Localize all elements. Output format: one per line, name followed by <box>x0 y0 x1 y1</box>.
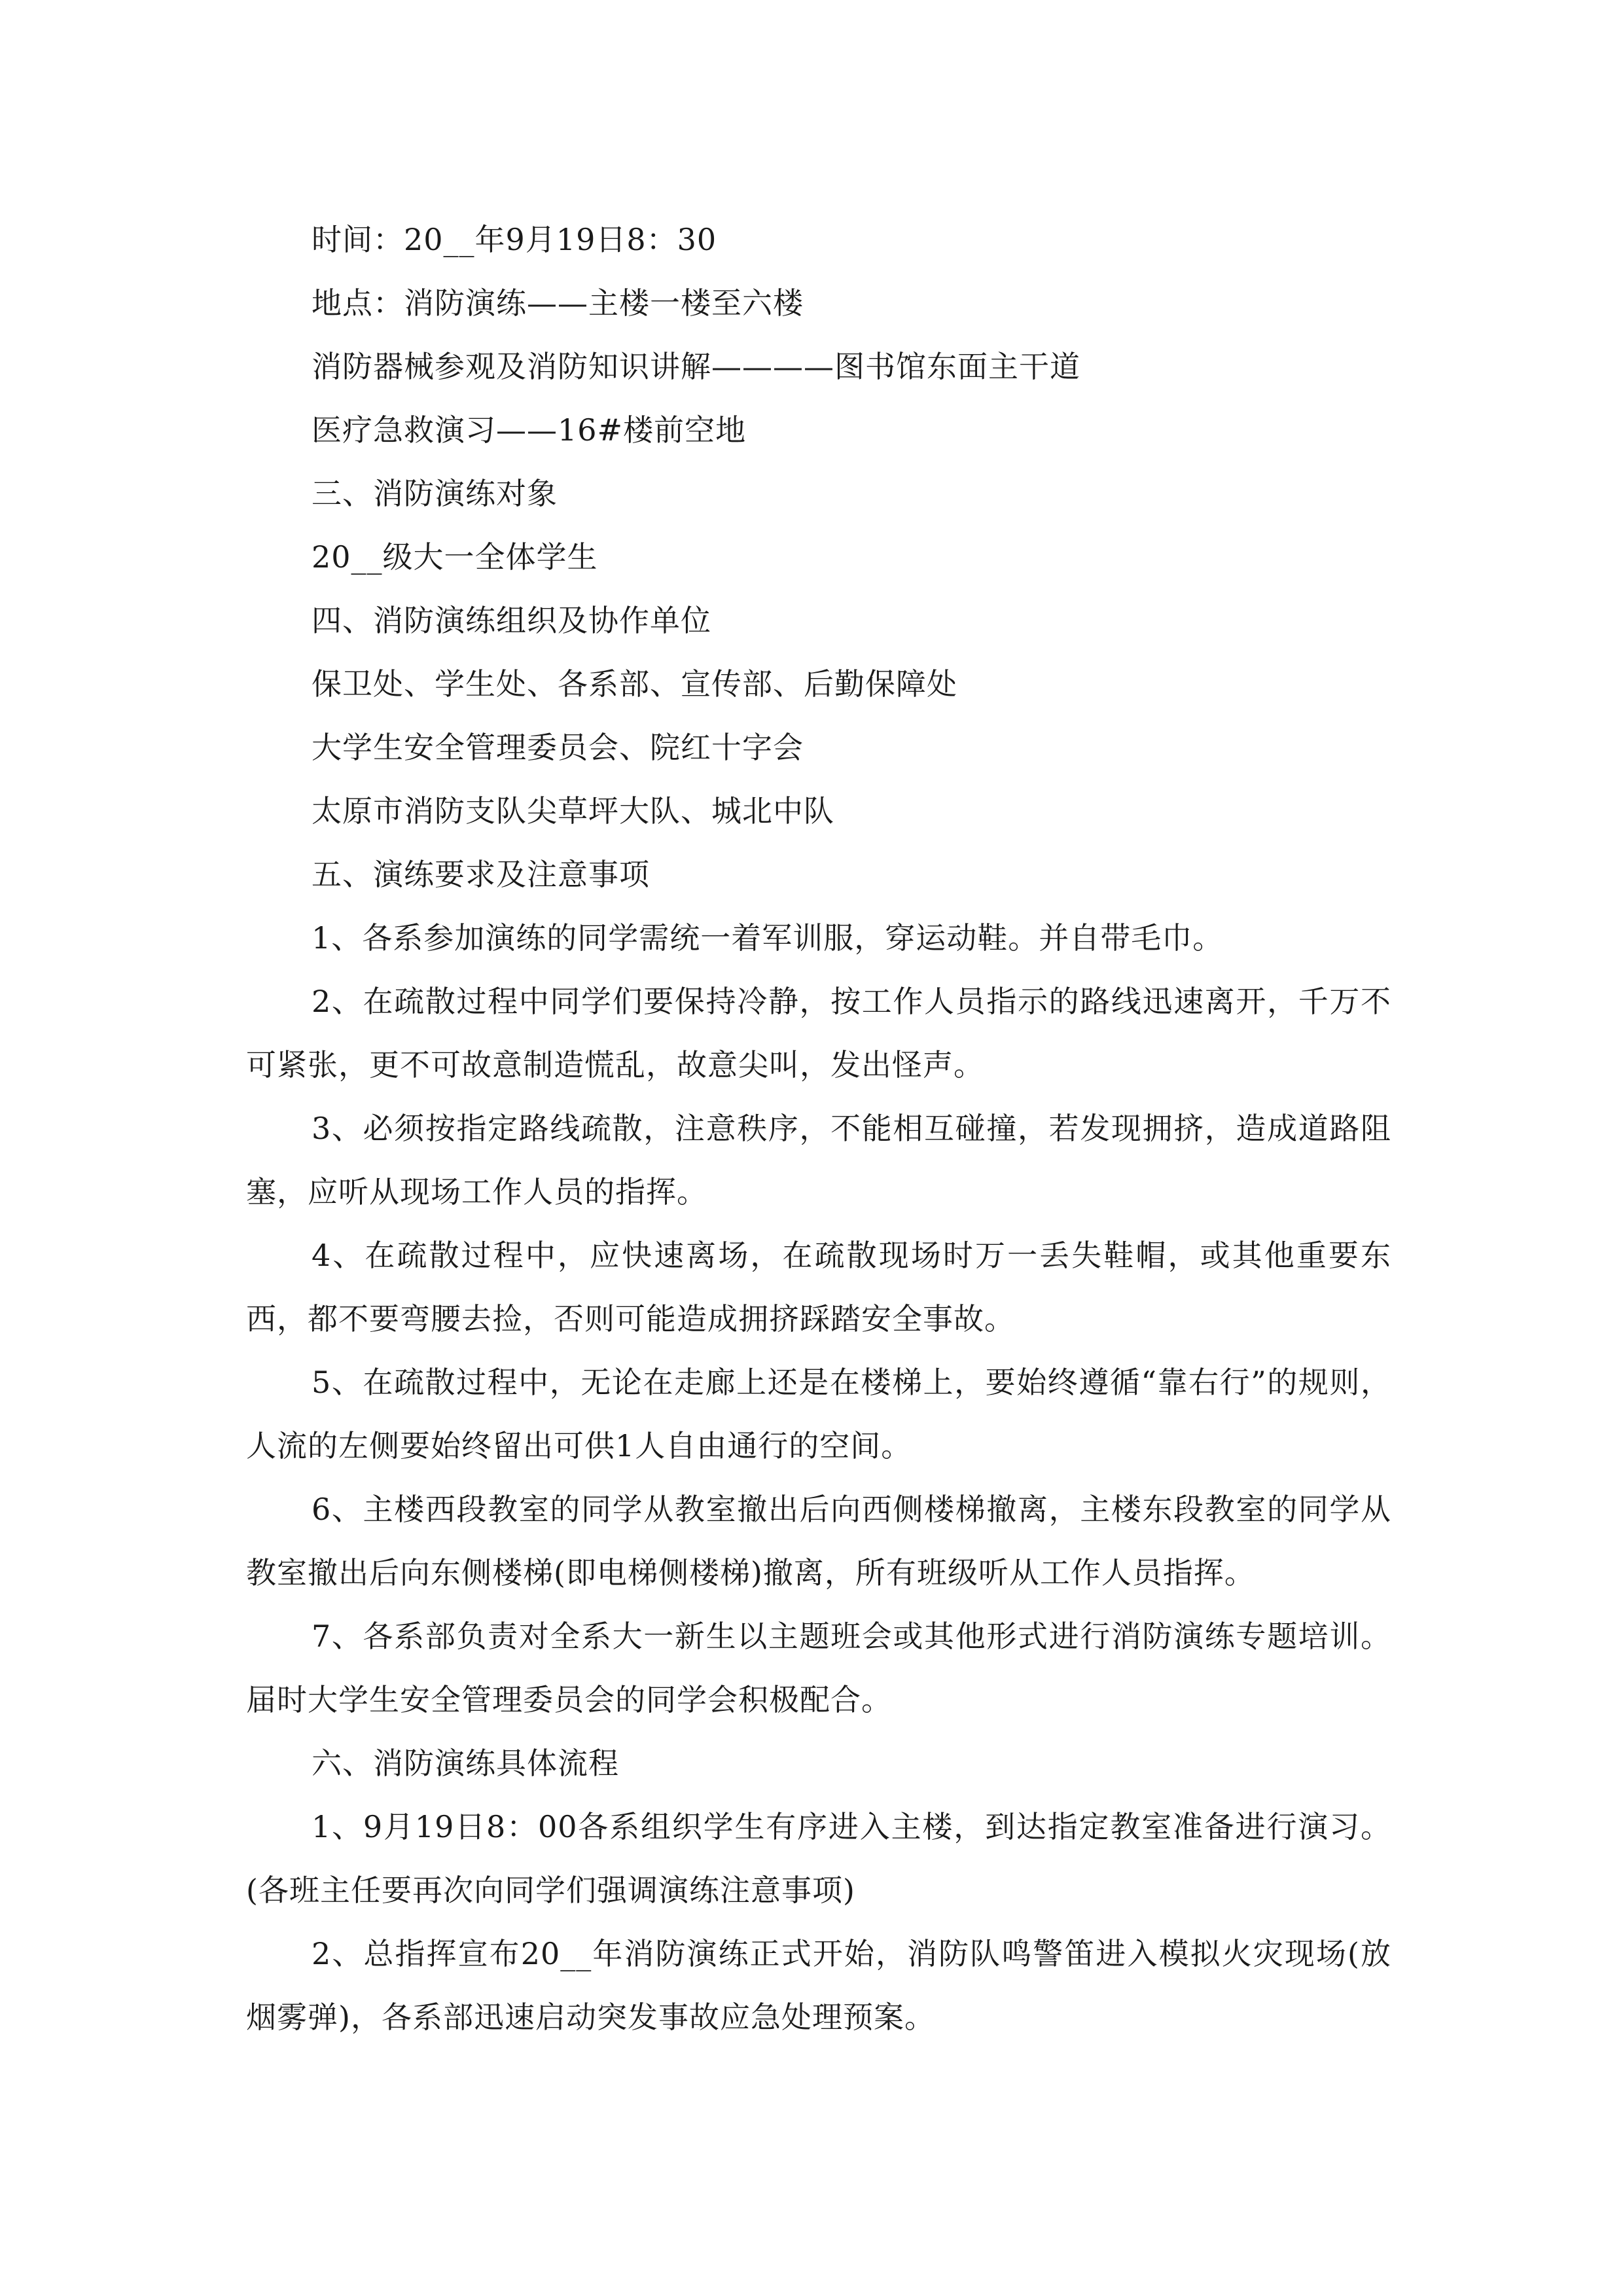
requirement-3: 3、必须按指定路线疏散，注意秩序，不能相互碰撞，若发现拥挤，造成道路阻塞，应听从现场工作人员的指挥。 <box>246 1111 1391 1210</box>
requirement-7: 7、各系部负责对全系大一新生以主题班会或其他形式进行消防演练专题培训。届时大学生安全管理委员会的同学会积极配合。 <box>246 1619 1391 1717</box>
document-body <box>246 208 1391 2049</box>
section-heading-4: 四、消防演练组织及协作单位 <box>312 603 711 638</box>
section-heading-6: 六、消防演练具体流程 <box>312 1746 619 1781</box>
unit-line-1: 保卫处、学生处、各系部、宣传部、后勤保障处 <box>312 666 957 702</box>
requirement-2: 2、在疏散过程中同学们要保持冷静，按工作人员指示的路线迅速离开，千万不可紧张，更不可故意制造慌乱，故意尖叫，发出怪声。 <box>246 984 1391 1083</box>
participants: 20__级大一全体学生 <box>312 539 598 575</box>
requirement-4: 4、在疏散过程中，应快速离场，在疏散现场时万一丢失鞋帽，或其他重要东西，都不要弯腰去捡，否则可能造成拥挤踩踏安全事故。 <box>246 1238 1391 1336</box>
unit-line-3: 太原市消防支队尖草坪大队、城北中队 <box>312 793 834 829</box>
event-location-drill: 地点：消防演练——主楼一楼至六楼 <box>312 285 804 321</box>
requirement-1: 1、各系参加演练的同学需统一着军训服，穿运动鞋。并自带毛巾。 <box>312 920 1224 956</box>
event-location-first-aid: 医疗急救演习——16#楼前空地 <box>312 412 747 448</box>
event-time: 时间：20__年9月19日8：30 <box>312 222 717 257</box>
requirement-5: 5、在疏散过程中，无论在走廊上还是在楼梯上，要始终遵循“靠右行”的规则，人流的左侧要始终留出可供1人自由通行的空间。 <box>246 1365 1391 1463</box>
event-location-equipment: 消防器械参观及消防知识讲解————图书馆东面主干道 <box>312 349 1080 384</box>
procedure-2: 2、总指挥宣布20__年消防演练正式开始，消防队鸣警笛进入模拟火灾现场(放烟雾弹)，各系部迅速启动突发事故应急处理预案。 <box>246 1936 1391 2035</box>
section-heading-5: 五、演练要求及注意事项 <box>312 857 650 892</box>
unit-line-2: 大学生安全管理委员会、院红十字会 <box>312 730 804 765</box>
procedure-1: 1、9月19日8：00各系组织学生有序进入主楼，到达指定教室准备进行演习。(各班主任要再次向同学们强调演练注意事项) <box>246 1809 1391 1908</box>
requirement-6: 6、主楼西段教室的同学从教室撤出后向西侧楼梯撤离，主楼东段教室的同学从教室撤出后向东侧楼梯(即电梯侧楼梯)撤离，所有班级听从工作人员指挥。 <box>246 1492 1391 1590</box>
section-heading-3: 三、消防演练对象 <box>312 476 558 511</box>
